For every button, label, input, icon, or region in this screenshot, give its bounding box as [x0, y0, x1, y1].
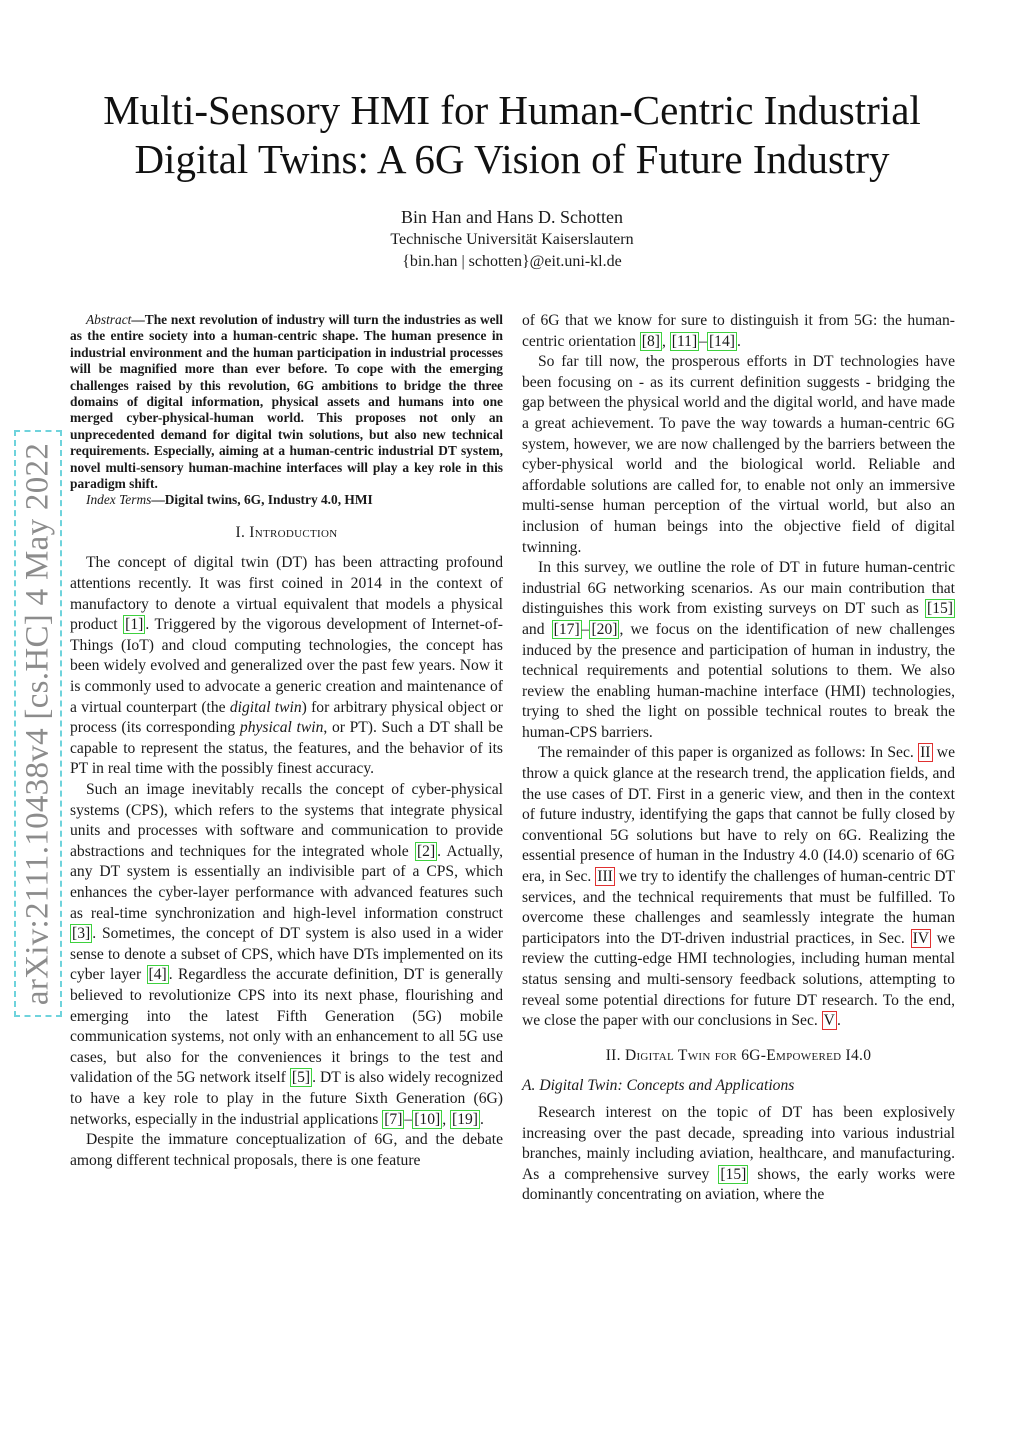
- citation-link[interactable]: [20]: [591, 620, 618, 638]
- section-heading-introduction: I. Introduction: [235, 523, 338, 541]
- citation-link[interactable]: [8]: [641, 332, 660, 350]
- right-paragraph-1: So far till now, the prosperous efforts in DT technologies have been focusing on - as its current definition suggests - bridging the gap between the physical world and the digital world, and have made a great achievement. To pave the way towards a human-centric 6G system, however, we are now challenged by the barriers between the cyber-physical world and the biological world. Reliable and affordable solutions are called for, to enable not only an immersive multi-sense human perception of the virtual world, but also an inclusion of human beings into the objective field of digital twinning.: [522, 353, 955, 556]
- email: {bin.han | schotten}@eit.uni-kl.de: [402, 253, 622, 270]
- index-terms: [70, 492, 503, 508]
- section-ref-link[interactable]: III: [597, 868, 613, 886]
- citation-link[interactable]: [7]: [384, 1110, 403, 1128]
- authors: Bin Han and Hans D. Schotten: [401, 207, 623, 227]
- section-ref-link[interactable]: II: [920, 744, 931, 762]
- subsection-heading-concepts: A. Digital Twin: Concepts and Applications: [522, 1077, 795, 1095]
- section-ref-link[interactable]: V: [823, 1012, 835, 1030]
- right-paragraph-3: The remainder of this paper is organized as follows: In Sec. II we throw a quick glance at the research trend, the application fields, and the use cases of DT. First in a generic view, and then in the context of future industry, identifying the gaps that cannot be fully closed by conventional 5G solutions but have to rely on 6G. Realizing the essential presence of human in the Industry 4.0 (I4.0) scenario of 6G era, in Sec. III we try to identify the challenges of human-centric DT services, and the technical requirements that must be fulfilled. To overcome these challenges and seamlessly integrate the human participators into the DT-driven industrial practices, in Sec. IV we review the cutting-edge HMI technologies, including human mental status sensing and multi-sensory feedback solutions, attempting to reveal some potential directions for future DT research. To the end, we close the paper with our conclusions in Sec. V .: [522, 744, 955, 1030]
- abstract-label: Abstract: [86, 312, 132, 327]
- citation-link[interactable]: [1]: [125, 616, 144, 634]
- citation-link[interactable]: [15]: [927, 600, 953, 618]
- citation-link[interactable]: [14]: [708, 332, 735, 350]
- right-paragraph-2: In this survey, we outline the role of DT in future human-centric industrial 6G networking scenarios. As our main contribution that distinguishes this work from existing surveys on DT such as [15] and [17] – [20] , we focus on the identification of new challenges induced by the presence and participation of human in industry, the technical requirements and potential solutions to them. We also review the enabling human-machine interface (HMI) technologies, trying to shed the light on possible technical routes to break the human-CPS barriers.: [522, 559, 956, 741]
- citation-link[interactable]: [10]: [414, 1110, 441, 1128]
- index-terms-label: Index Terms: [86, 492, 152, 508]
- citation-link[interactable]: [2]: [416, 842, 436, 860]
- arxiv-id: arXiv:2111.10438v4 [cs.HC] 4 May 2022: [19, 442, 56, 1005]
- right-paragraph-0: of 6G that we know for sure to distinguish it from 5G: the human-centric orientation [8] , [11] – [14] .: [522, 312, 955, 350]
- citation-link[interactable]: [3]: [72, 925, 91, 943]
- title-line-1: Multi-Sensory HMI for Human-Centric Industrial: [103, 87, 921, 133]
- abstract: [70, 312, 503, 492]
- intro-paragraph-2: Such an image inevitably recalls the concept of cyber-physical systems (CPS), which refers to the systems that integrate physical units and processes with software and communication to provide abstractions and techniques for the integrated whole [2] . Actually, any DT system is essentially an indivisible part of a CPS, which enhances the cyber-layer performance with advanced features such as real-time synchronization and high-level information construct [3] . Sometimes, the concept of DT system is also used in a wider sense to denote a subset of CPS, which have DTs implemented on its cyber layer [4] . Regardless the accurate definition, DT is generally believed to revolutionize CPS into its next phase, flourishing and emerging into the latest Fifth Generation (5G) mobile communication systems, not only with an enhancement to all 5G use cases, but also for the conveniences it brings to the test and validation of the 5G network itself [5] . DT is also widely recognized to have a key role to play in the future Sixth Generation (6G) networks, especially in the industrial applications [7] – [10] , [19] .: [70, 781, 503, 1128]
- affiliation: Technische Universität Kaiserslautern: [390, 231, 634, 248]
- section-heading-digital-twin: II. Digital Twin for 6G-Empowered I4.0: [605, 1046, 872, 1064]
- intro-paragraph-1: The concept of digital twin (DT) has been attracting profound attentions recently. It was first coined in 2014 in the context of manufactory to denote a virtual equivalent that models a physical product [1] . Triggered by the vigorous development of Internet-of-Things (IoT) and cloud computing technologies, the concept has been widely evolved and generalized over the past few years. Now it is commonly used to advocate a generic creation and maintenance of a virtual counterpart (the digital twin) for arbitrary physical object or process (its corresponding physical twin, or PT). Such a DT shall be capable to represent the status, the features, and the behavior of its PT in real time with the possibly finest accuracy.: [70, 554, 503, 778]
- citation-link[interactable]: [15]: [720, 1165, 747, 1183]
- index-terms-text: —Digital twins, 6G, Industry 4.0, HMI: [151, 492, 373, 508]
- intro-paragraph-3: Despite the immature conceptualization of 6G, and the debate among different technical proposals, there is one feature: [70, 1131, 503, 1169]
- citation-link[interactable]: [4]: [148, 966, 167, 984]
- paper-title: [60, 86, 964, 184]
- citation-link[interactable]: [11]: [671, 332, 698, 350]
- abstract-text: —The next revolution of industry will turn the industries as well as the entire society into a human-centric shape. The human presence in industrial environment and the human participation in industrial processes will be magnified more than ever before. To cope with the emerging challenges raised by this revolution, 6G ambitions to bridge the three domains of digital information, physical assets and humans into one merged cyber-physical-human world. This proposes not only an unprecedented demand for digital twin solutions, but also new technical requirements. Especially, aiming at a human-centric industrial DT system, novel multi-sensory human-machine interfaces will play a key role in this paradigm shift.: [70, 312, 503, 492]
- citation-link[interactable]: [19]: [452, 1110, 478, 1128]
- citation-link[interactable]: [17]: [553, 620, 580, 638]
- title-line-2: Digital Twins: A 6G Vision of Future Industry: [134, 136, 890, 182]
- right-column: [522, 311, 955, 1206]
- arxiv-stamp[interactable]: [14, 430, 62, 1017]
- section-ref-link[interactable]: IV: [912, 929, 930, 947]
- right-paragraph-4: Research interest on the topic of DT has been explosively increasing over the past decade, spreading into various industrial branches, mainly including aviation, healthcare, and manufacturing. As a comprehensive survey [15] shows, the early works were dominantly concentrating on aviation, where the: [522, 1103, 955, 1204]
- citation-link[interactable]: [5]: [291, 1069, 311, 1087]
- left-column: [70, 312, 503, 1171]
